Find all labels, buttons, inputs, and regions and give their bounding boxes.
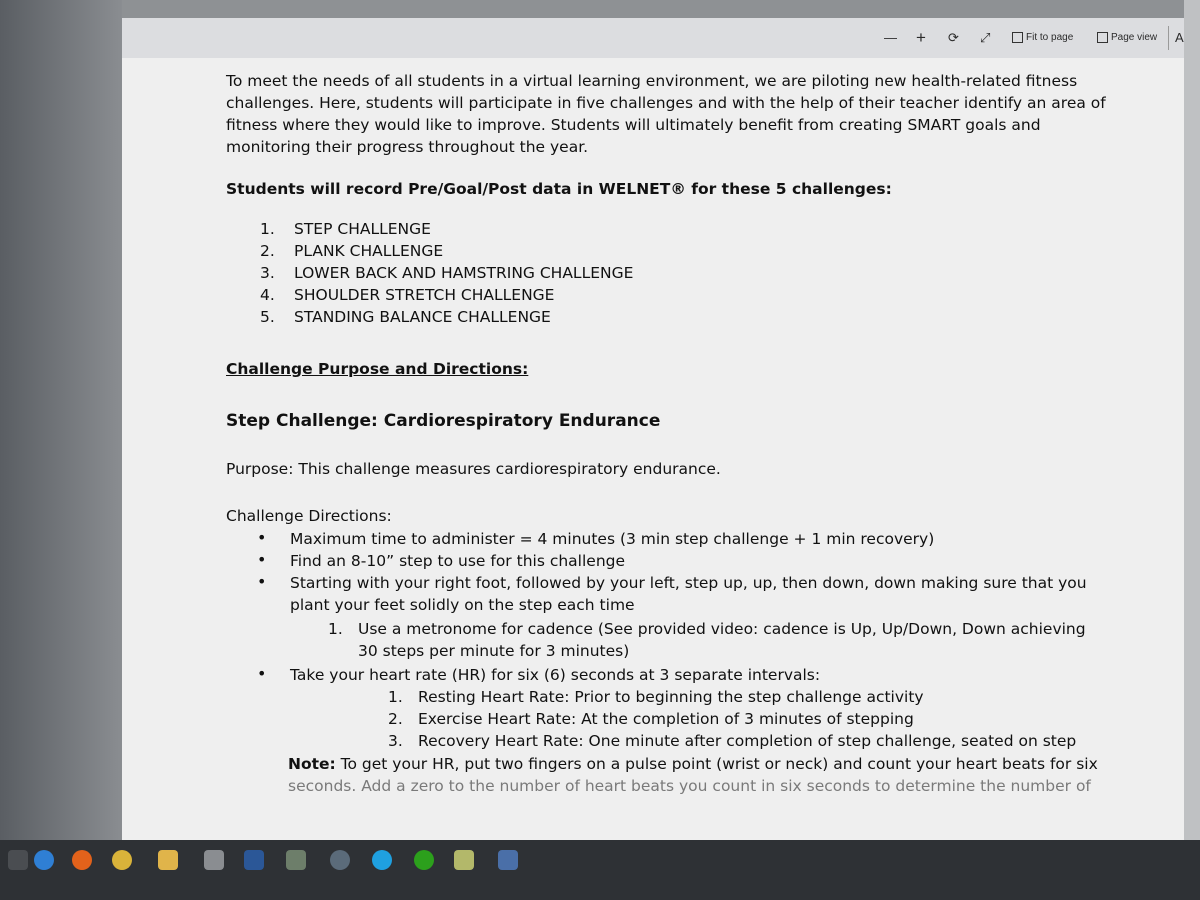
read-aloud-button[interactable]: A — [1175, 30, 1184, 45]
intro-line-3: fitness where they would like to improve. Students will ultimately benefit from creating SMART goals and — [226, 116, 1041, 134]
sub-step-1: 1. Use a metronome for cadence (See provided video: cadence is Up, Up/Down, Down achieving — [328, 620, 1086, 638]
challenge-item-1: 1. STEP CHALLENGE — [260, 220, 431, 238]
skype-icon[interactable] — [372, 850, 392, 870]
hr-item-3: 3. Recovery Heart Rate: One minute after completion of step challenge, seated on step — [388, 732, 1077, 750]
record-heading: Students will record Pre/Goal/Post data in WELNET® for these 5 challenges: — [226, 180, 892, 198]
settings-icon[interactable] — [204, 850, 224, 870]
bullet-1: Maximum time to administer = 4 minutes (3 min step challenge + 1 min recovery) — [290, 530, 935, 548]
word-icon[interactable] — [244, 850, 264, 870]
purpose-line: Purpose: This challenge measures cardiorespiratory endurance. — [226, 460, 721, 478]
page-view-button[interactable]: Page view — [1097, 28, 1157, 48]
page-view-icon — [1097, 32, 1108, 43]
bullet-dot: • — [257, 528, 267, 547]
note-paragraph-cut: seconds. Add a zero to the number of heart beats you count in six seconds to determine the number of — [288, 777, 1091, 795]
file-explorer-icon[interactable] — [158, 850, 178, 870]
challenge-item-2: 2. PLANK CHALLENGE — [260, 242, 444, 260]
purpose-heading: Challenge Purpose and Directions: — [226, 360, 529, 378]
challenge-item-5: 5. STANDING BALANCE CHALLENGE — [260, 308, 551, 326]
notes-icon[interactable] — [454, 850, 474, 870]
monitor-bezel-right — [1184, 0, 1200, 840]
hr-item-2: 2. Exercise Heart Rate: At the completion of 3 minutes of stepping — [388, 710, 914, 728]
zoom-out-button[interactable]: — — [884, 30, 897, 45]
bullet-3-continued: plant your feet solidly on the step each time — [290, 596, 635, 614]
intro-line-2: challenges. Here, students will participate in five challenges and with the help of their teacher identify an area of — [226, 94, 1106, 112]
document-viewer-window — [122, 18, 1184, 840]
document-page — [122, 58, 1184, 840]
fit-to-page-icon — [1012, 32, 1023, 43]
sub-step-1-continued: 30 steps per minute for 3 minutes) — [358, 642, 630, 660]
app-icon[interactable] — [498, 850, 518, 870]
step-challenge-heading: Step Challenge: Cardiorespiratory Endurance — [226, 411, 661, 431]
intro-line-4: monitoring their progress throughout the year. — [226, 138, 589, 156]
monitor-bezel-left — [0, 0, 122, 840]
note-paragraph: Note: To get your HR, put two fingers on a pulse point (wrist or neck) and count your heart beats for six — [288, 755, 1098, 773]
qb-icon[interactable] — [414, 850, 434, 870]
intro-line-1: To meet the needs of all students in a virtual learning environment, we are piloting new health-related fitness — [226, 72, 1078, 90]
challenge-item-4: 4. SHOULDER STRETCH CHALLENGE — [260, 286, 555, 304]
hr-item-1: 1. Resting Heart Rate: Prior to beginning the step challenge activity — [388, 688, 924, 706]
bullet-dot: • — [257, 664, 267, 683]
toolbar-separator — [1168, 26, 1169, 50]
camera-icon[interactable] — [330, 850, 350, 870]
directions-heading: Challenge Directions: — [226, 507, 392, 525]
start-icon[interactable] — [8, 850, 28, 870]
bullet-3: Starting with your right foot, followed by your left, step up, up, then down, down making sure that you — [290, 574, 1087, 592]
bullet-2: Find an 8-10” step to use for this challenge — [290, 552, 626, 570]
fit-to-page-button[interactable]: Fit to page — [1012, 28, 1073, 48]
expand-icon[interactable]: ⤢ — [980, 30, 991, 45]
challenge-item-3: 3. LOWER BACK AND HAMSTRING CHALLENGE — [260, 264, 634, 282]
hr-bullet: Take your heart rate (HR) for six (6) seconds at 3 separate intervals: — [290, 666, 821, 684]
firefox-icon[interactable] — [72, 850, 92, 870]
photos-icon[interactable] — [286, 850, 306, 870]
viewer-toolbar — [122, 18, 1184, 59]
rotate-icon[interactable]: ⟳ — [948, 30, 959, 45]
bullet-dot: • — [257, 572, 267, 591]
zoom-in-button[interactable]: + — [916, 28, 926, 47]
edge-icon[interactable] — [34, 850, 54, 870]
windows-taskbar — [0, 840, 1200, 900]
chrome-icon[interactable] — [112, 850, 132, 870]
bullet-dot: • — [257, 550, 267, 569]
